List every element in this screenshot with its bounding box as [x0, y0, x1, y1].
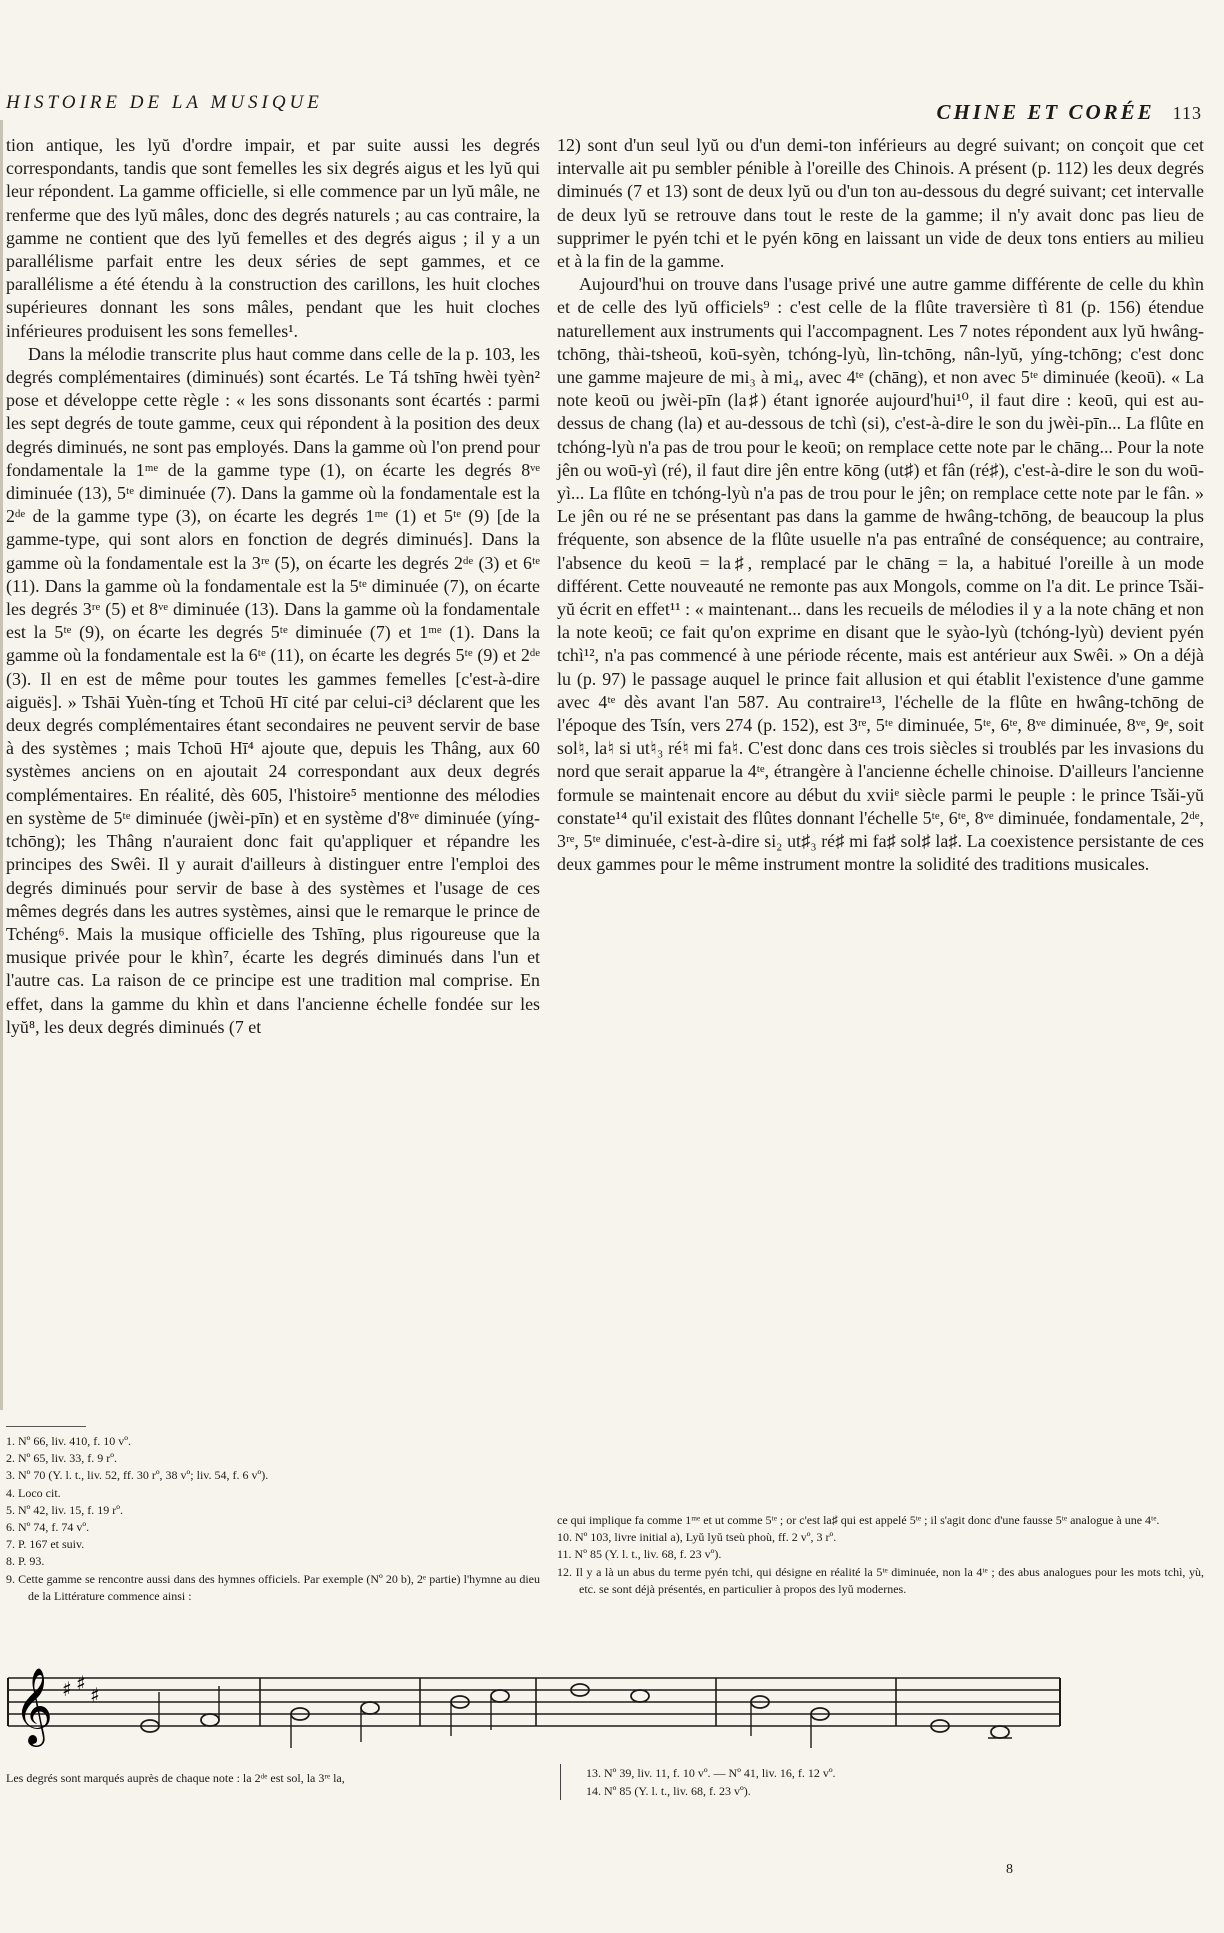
footnote: 14. Nº 85 (Y. l. t., liv. 68, f. 23 vº). [586, 1784, 751, 1798]
page-number: 113 [1172, 103, 1202, 123]
footnote: 10. Nº 103, livre initial a), Lyŭ lyŭ tseù phoù, ff. 2 vº, 3 rº. [557, 1530, 837, 1545]
footnotes-left [6, 1426, 540, 1605]
left-column [6, 134, 540, 1039]
footnote: 12. Il y a là un abus du terme pyén tchi, qui désigne en réalité la 5ᵗᵉ diminuée, non la 4ᵗᵉ ; des abus analogues pour les mots tchì, yù, etc. se sont déjà présentés, en particulier à propos des lyŭ modernes. [557, 1564, 1204, 1596]
footnotes-bottom-right [586, 1764, 1206, 1800]
running-head-right [936, 100, 1202, 125]
svg-text:♯: ♯ [90, 1683, 100, 1707]
caption-divider [560, 1764, 562, 1800]
signature-mark: 8 [1006, 1862, 1013, 1877]
svg-text:♯: ♯ [76, 1671, 86, 1695]
right-column [557, 134, 1204, 877]
footnote: 3. Nº 70 (Y. l. t., liv. 52, ff. 30 rº, 38 vº; liv. 54, f. 6 vº). [6, 1468, 269, 1483]
music-caption: Les degrés sont marqués auprès de chaque note : la 2ᵈᵉ est sol, la 3ʳᵉ la, [6, 1771, 345, 1785]
footnote: 5. Nº 42, liv. 15, f. 19 rº. [6, 1502, 123, 1517]
running-head-title: CHINE ET CORÉE [936, 100, 1155, 124]
footnote: 8. P. 93. [6, 1554, 45, 1569]
footnote-continuation: ce qui implique fa comme 1ᵐᵉ et ut comme 5ᵗᵉ ; or c'est la♯ qui est appelé 5ᵗᵉ ; il s'agit donc d'une fausse 5ᵗᵉ analogue à une 4ᵗᵉ. [557, 1513, 1160, 1527]
footnote: 4. Loco cit. [6, 1485, 61, 1500]
footnote: 6. Nº 74, f. 74 vº. [6, 1520, 90, 1535]
paragraph: Aujourd'hui on trouve dans l'usage privé une autre gamme différente de celle du khìn et de celle des lyŭ officiels⁹ : c'est celle de la flûte traversière tì 81 (p. 156) étendue naturellement aux instruments qui l'accompagnent. Les 7 notes répondent aux lyŭ hwâng-tchōng, thài-tsheoū, koū-syèn, tchóng-lyù, lìn-tchōng, nân-lyŭ, yíng-tchōng; c'est donc une gamme majeure de mi₃ à mi₄, avec 4ᵗᵉ (chāng), et non avec 5ᵗᵉ diminuée (keoū). « La note keoū ou jwèi-pīn (la♯) étant ignorée aujourd'hui¹⁰, il faut dire : keoū, qui est au-dessus de chang (la) et au-dessous de tchì (si), c'est-à-dire le son du jwèi-pīn... La flûte en tchóng-lyù n'a pas de trou pour le keoū; on remplace cette note par le chāng... Pour la note jên ou woū-yì (ré), il faut dire jên entre kōng (ut♯) et fân (ré♯), c'est-à-dire le son du woū-yì... La flûte en tchóng-lyù n'a pas de trou pour le jên; on remplace cette note par le fân. » Le jên ou ré ne se présentant pas dans la gamme de hwâng-tchōng, de beaucoup la plus fréquente, son absence de la flûte usuelle n'a pas entraîné de conséquence; au contraire, l'absence du keoū = la♯, remplacé par le chāng = la, a habitué l'oreille à un mode différent. Cette nouveauté ne remonte pas aux Mongols, comme on l'a dit. Le prince Tsǎi-yŭ écrit en effet¹¹ : « maintenant... dans les recueils de mélodies il y a la note chāng et non la note keoū; ce fait qu'on exprime en disant que le syào-lyù (tchóng-lyù) devient pyén tchì¹², n'a pas commencé à une période récente, mais est antérieur aux Swêi. » On a déjà lu (p. 97) le passage auquel le prince fait allusion et qui établit l'existence d'une gamme avec 4ᵗᵉ dès avant l'an 587. Au contraire¹³, l'échelle de la flûte en hwâng-tchōng de l'époque des Tsín, vers 274 (p. 152), est 3ʳᵉ, 5ᵗᵉ diminuée, 5ᵗᵉ, 6ᵗᵉ, 8ᵛᵉ diminuée, 8ᵛᵉ, 9ᵉ, soit sol♮, la♮ si ut♮₃ ré♮ mi fa♮. C'est donc dans ces trois siècles si troublés par les invasions du nord que serait apparue la 4ᵗᵉ, étrangère à l'ancienne échelle chinoise. D'ailleurs l'ancienne formule se maintenait encore au début du xviiᵉ siècle parmi le peuple : le prince Tsǎi-yŭ constate¹⁴ qu'il existait des flûtes donnant l'échelle 5ᵗᵉ, 6ᵗᵉ, 8ᵛᵉ diminuée, fondamentale, 2ᵈᵉ, 3ʳᵉ, 5ᵗᵉ diminuée, c'est-à-dire si₂ ut♯₃ ré♯ mi fa♯ sol♯ la♯. La coexistence persistante de ces deux gammes pour le même instrument montre la solidité des traditions musicales. [557, 274, 1204, 875]
footnote-rule [6, 1426, 86, 1427]
footnote: 1. Nº 66, liv. 410, f. 10 vº. [6, 1434, 131, 1448]
paragraph: 12) sont d'un seul lyŭ ou d'un demi-ton inférieurs au degré suivant; on conçoit que cet intervalle ait pu sembler pénible à l'oreille des Chinois. A présent (p. 112) les deux degrés diminués (7 et 13) sont de deux lyŭ ou d'un ton au-dessous du degré suivant; cet intervalle de deux lyŭ se retrouve dans tout le reste de la gamme; il n'y avait donc pas lieu de supprimer le pyén tchi et le pyén kōng en laissant un vide de deux tons entiers au milieu et à la fin de la gamme. [557, 135, 1204, 272]
page-edge-shadow [0, 120, 3, 1410]
footnote: 9. Cette gamme se rencontre aussi dans des hymnes officiels. Par exemple (Nº 20 b), 2ᵉ partie) l'hymne au dieu de la Littérature commence ainsi : [6, 1571, 540, 1603]
footnotes-right [557, 1512, 1204, 1598]
footnote: 2. Nº 65, liv. 33, f. 9 rº. [6, 1451, 117, 1466]
footnote: 7. P. 167 et suiv. [6, 1537, 85, 1552]
paragraph: tion antique, les lyŭ d'ordre impair, et par suite aussi les degrés correspondants, tandis que sont femelles les six degrés aigus et les lyŭ qui leur répondent. La gamme officielle, si elle commence par un lyŭ mâle, ne renferme que des lyŭ mâles, donc des degrés naturels ; au cas contraire, la gamme ne contient que des lyŭ femelles et des degrés aigus ; il y a un parallélisme parfait entre les deux séries de sept gammes, et ce parallélisme a été étendu à la construction des carillons, les huit cloches supérieures donnant les sons mâles, pendant que les huit cloches inférieures produisent les sons femelles¹. [6, 135, 540, 341]
treble-clef-icon: 𝄞 [14, 1667, 54, 1744]
paragraph: Dans la mélodie transcrite plus haut comme dans celle de la p. 103, les degrés complémentaires (diminués) sont écartés. Le Tá tshīng hwèi tyèn² pose et développe cette règle : « les sons dissonants sont écartés : parmi les sept degrés de toute gamme, ceux qui répondent à la position des deux degrés diminués, ne sont pas employés. Dans la gamme où l'on prend pour fondamentale la 1ᵐᵉ de la gamme type (1), on écarte les degrés 8ᵛᵉ diminuée (13), 5ᵗᵉ diminuée (7). Dans la gamme où la fondamentale est la 2ᵈᵉ de la gamme type (3), on écarte les degrés 1ᵐᵉ (1) et 5ᵗᵉ (9) [de la gamme-type, qui sont alors en fonction de degrés diminués]. Dans la gamme où la fondamentale est la 3ʳᵉ (5), on écarte les degrés 2ᵈᵉ (3) et 6ᵗᵉ (11). Dans la gamme où la fondamentale est la 5ᵗᵉ diminuée (7), on écarte les degrés 3ʳᵉ (5) et 8ᵛᵉ diminuée (13). Dans la gamme où la fondamentale est la 5ᵗᵉ (9), on écarte les degrés 5ᵗᵉ diminuée (7) et 1ᵐᵉ (1). Dans la gamme où la fondamentale est la 6ᵗᵉ (11), on écarte les degrés 5ᵗᵉ (9) et 2ᵈᵉ (3). Il en est de même pour toutes les gammes femelles [c'est-à-dire aiguës]. » Tshāi Yuèn-tíng et Tchoū Hī cité par celui-ci³ déclarent que les deux degrés complémentaires étant secondaires ne peuvent servir de base à des systèmes ; mais Tchoū Hī⁴ ajoute que, depuis les Thâng, aux 60 systèmes anciens on en ajoutait 24 correspondant aux deux degrés complémentaires. En réalité, dès 605, l'histoire⁵ mentionne des mélodies en système de 5ᵗᵉ diminuée (jwèi-pīn) et en système d'8ᵛᵉ diminuée (yíng-tchōng); les Thâng n'auraient donc fait qu'appliquer et répandre les principes des Swêi. Il y aurait d'ailleurs à distinguer entre l'emploi des degrés diminués pour servir de base à des systèmes et l'usage de ces mêmes degrés dans les autres systèmes, ainsi que le remarque le prince de Tchéng⁶. Mais la musique officielle des Tshīng, plus rigoureuse que la musique privée pour le khìn⁷, écarte les degrés diminués dans l'un et l'autre cas. La raison de ce principe est une tradition mal comprise. En effet, dans la gamme du khìn et dans l'ancienne échelle fondée sur les lyŭ⁸, les deux degrés diminués (7 et [6, 343, 540, 1037]
footnote: 13. Nº 39, liv. 11, f. 10 vº. — Nº 41, liv. 16, f. 12 vº. [586, 1766, 836, 1780]
music-staff [0, 1660, 1224, 1770]
footnote: 11. Nº 85 (Y. l. t., liv. 68, f. 23 vº). [557, 1547, 722, 1562]
svg-text:♯: ♯ [62, 1677, 72, 1701]
running-head-left: HISTOIRE DE LA MUSIQUE [6, 92, 323, 113]
